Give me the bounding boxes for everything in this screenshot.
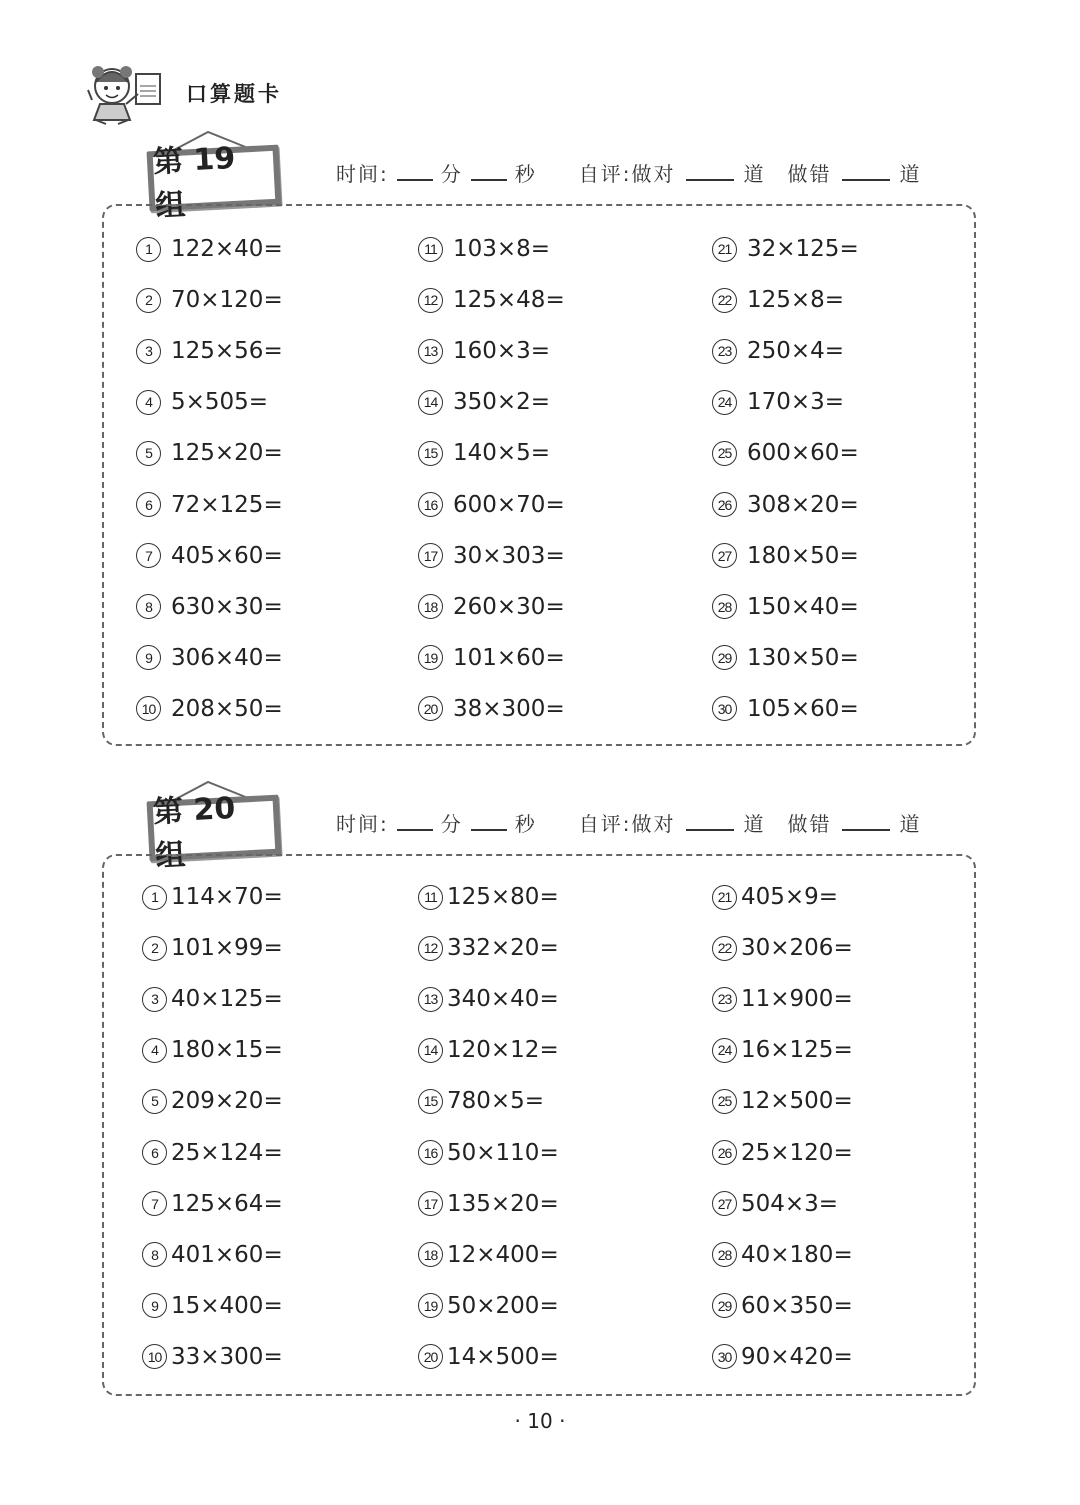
- problem-item: [418, 1037, 559, 1063]
- problem-number: 30: [712, 1344, 737, 1369]
- problem-number: 29: [712, 645, 737, 670]
- problem-number: 25: [712, 441, 737, 466]
- problem-expression: 340×40=: [447, 986, 559, 1013]
- problem-expression: 401×60=: [171, 1241, 283, 1268]
- problem-number: 15: [418, 1089, 443, 1114]
- group-label: 第 19 组: [147, 145, 282, 212]
- problem-item: [418, 696, 565, 722]
- problem-item: [418, 1344, 559, 1370]
- problem-number: 7: [136, 543, 161, 568]
- problem-expression: 11×900=: [741, 986, 853, 1013]
- problem-expression: 630×30=: [171, 593, 283, 620]
- problem-expression: 105×60=: [747, 695, 859, 722]
- problem-expression: 140×5=: [453, 440, 551, 467]
- problem-number: 22: [712, 936, 737, 961]
- problem-expression: 70×120=: [171, 287, 283, 314]
- problem-item: [136, 543, 283, 569]
- problem-expression: 38×300=: [453, 695, 565, 722]
- problem-expression: 14×500=: [447, 1343, 559, 1370]
- problem-number: 22: [712, 288, 737, 313]
- problem-expression: 103×8=: [453, 236, 551, 262]
- problem-number: 16: [418, 1140, 443, 1165]
- problem-expression: 306×40=: [171, 644, 283, 671]
- problem-expression: 209×20=: [171, 1088, 283, 1115]
- problem-item: [712, 236, 859, 262]
- problem-number: 19: [418, 1293, 443, 1318]
- problem-number: 23: [712, 987, 737, 1012]
- problem-number: 4: [136, 390, 161, 415]
- problem-item: [418, 338, 550, 364]
- problem-number: 19: [418, 645, 443, 670]
- problem-number: 21: [712, 885, 737, 910]
- wrong-count-blank[interactable]: [842, 161, 890, 181]
- group-sign: [144, 786, 286, 875]
- problem-expression: 208×50=: [171, 695, 283, 722]
- problem-number: 25: [712, 1089, 737, 1114]
- problem-number: 15: [418, 441, 443, 466]
- page-title: 口算题卡: [186, 82, 282, 106]
- problem-expression: 350×2=: [453, 389, 551, 416]
- problem-expression: 120×12=: [447, 1037, 559, 1064]
- problem-number: 27: [712, 543, 737, 568]
- problem-item: [418, 986, 559, 1012]
- problem-expression: 150×40=: [747, 593, 859, 620]
- problem-item: [712, 986, 853, 1012]
- problem-number: 28: [712, 1242, 737, 1267]
- problem-item: [712, 935, 853, 961]
- wrong-count-blank[interactable]: [842, 811, 890, 831]
- problem-expression: 130×50=: [747, 644, 859, 671]
- problem-expression: 125×56=: [171, 338, 283, 365]
- problem-expression: 160×3=: [453, 338, 551, 365]
- problem-number: 27: [712, 1191, 737, 1216]
- second-blank[interactable]: [471, 811, 507, 831]
- problem-number: 2: [136, 288, 161, 313]
- problem-expression: 33×300=: [171, 1343, 283, 1370]
- problem-item: [142, 1344, 283, 1370]
- problem-number: 8: [136, 594, 161, 619]
- problem-number: 30: [712, 696, 737, 721]
- problem-number: 7: [142, 1191, 167, 1216]
- problem-number: 18: [418, 594, 443, 619]
- problem-number: 16: [418, 492, 443, 517]
- problem-item: [712, 1344, 853, 1370]
- problem-item: [418, 1293, 559, 1319]
- problem-item: [136, 696, 283, 722]
- problem-item: [712, 1191, 838, 1217]
- problem-number: 17: [418, 1191, 443, 1216]
- problem-number: 10: [142, 1344, 167, 1369]
- problem-item: [418, 1242, 559, 1268]
- problem-expression: 125×80=: [447, 884, 559, 910]
- problem-expression: 170×3=: [747, 389, 845, 416]
- problem-number: 5: [142, 1089, 167, 1114]
- problem-item: [418, 645, 565, 671]
- problem-expression: 72×125=: [171, 491, 283, 518]
- problem-item: [136, 338, 283, 364]
- problem-expression: 50×110=: [447, 1139, 559, 1166]
- problem-number: 13: [418, 987, 443, 1012]
- problem-number: 12: [418, 936, 443, 961]
- problem-expression: 405×9=: [741, 884, 839, 910]
- second-blank[interactable]: [471, 161, 507, 181]
- problem-expression: 125×8=: [747, 287, 845, 314]
- problem-item: [136, 236, 283, 262]
- problem-expression: 180×15=: [171, 1037, 283, 1064]
- problem-expression: 12×400=: [447, 1241, 559, 1268]
- problem-item: [712, 1293, 853, 1319]
- problem-item: [142, 986, 283, 1012]
- problem-item: [712, 1088, 853, 1114]
- problem-item: [712, 543, 859, 569]
- problem-item: [712, 645, 859, 671]
- problem-expression: 780×5=: [447, 1088, 545, 1115]
- problem-item: [142, 1242, 283, 1268]
- minute-blank[interactable]: [397, 161, 433, 181]
- problem-number: 13: [418, 339, 443, 364]
- problem-number: 26: [712, 492, 737, 517]
- problem-item: [418, 1140, 559, 1166]
- problem-number: 3: [136, 339, 161, 364]
- problem-expression: 600×60=: [747, 440, 859, 467]
- problem-expression: 332×20=: [447, 935, 559, 962]
- problem-number: 17: [418, 543, 443, 568]
- problem-item: [712, 440, 859, 466]
- problem-expression: 25×124=: [171, 1139, 283, 1166]
- problem-number: 26: [712, 1140, 737, 1165]
- group-sign: [144, 136, 286, 225]
- problem-number: 28: [712, 594, 737, 619]
- problem-item: [418, 1191, 559, 1217]
- problem-number: 2: [142, 936, 167, 961]
- correct-count-blank[interactable]: [686, 811, 734, 831]
- problem-number: 11: [418, 237, 443, 262]
- girl-mascot-icon: [86, 60, 166, 126]
- problem-item: [418, 884, 559, 910]
- problem-item: [142, 1088, 283, 1114]
- problem-number: 6: [142, 1140, 167, 1165]
- problem-expression: 12×500=: [741, 1088, 853, 1115]
- problem-number: 11: [418, 885, 443, 910]
- problem-number: 12: [418, 288, 443, 313]
- problem-item: [142, 1191, 283, 1217]
- problem-number: 9: [142, 1293, 167, 1318]
- problem-item: [418, 492, 565, 518]
- problem-expression: 32×125=: [747, 236, 859, 262]
- problem-expression: 15×400=: [171, 1292, 283, 1319]
- problem-expression: 125×64=: [171, 1190, 283, 1217]
- problem-number: 6: [136, 492, 161, 517]
- problem-expression: 16×125=: [741, 1037, 853, 1064]
- problem-number: 8: [142, 1242, 167, 1267]
- problem-expression: 30×303=: [453, 542, 565, 569]
- problem-item: [418, 236, 550, 262]
- problem-number: 20: [418, 696, 443, 721]
- problem-number: 1: [142, 885, 167, 910]
- problem-number: 9: [136, 645, 161, 670]
- problem-item: [418, 440, 550, 466]
- problem-number: 5: [136, 441, 161, 466]
- problem-item: [712, 1037, 853, 1063]
- problem-expression: 125×20=: [171, 440, 283, 467]
- problem-expression: 40×125=: [171, 986, 283, 1013]
- problem-expression: 114×70=: [171, 884, 283, 910]
- problem-expression: 90×420=: [741, 1343, 853, 1370]
- problem-item: [136, 440, 283, 466]
- problem-number: 4: [142, 1038, 167, 1063]
- group-label: 第 20 组: [147, 795, 282, 862]
- problem-item: [142, 1293, 283, 1319]
- problem-expression: 250×4=: [747, 338, 845, 365]
- problem-item: [142, 1140, 283, 1166]
- problem-number: 1: [136, 237, 161, 262]
- problem-item: [136, 287, 283, 313]
- problem-item: [136, 594, 283, 620]
- problem-expression: 125×48=: [453, 287, 565, 314]
- problem-number: 24: [712, 1038, 737, 1063]
- info-row: 时间: 分 秒 自评:做对 道 做错 道: [336, 162, 922, 186]
- problem-item: [136, 492, 283, 518]
- problem-expression: 135×20=: [447, 1190, 559, 1217]
- problem-item: [712, 696, 859, 722]
- problem-number: 14: [418, 1038, 443, 1063]
- page-number: · 10 ·: [514, 1409, 566, 1433]
- problem-item: [712, 1140, 853, 1166]
- problem-expression: 5×505=: [171, 389, 269, 416]
- correct-count-blank[interactable]: [686, 161, 734, 181]
- problem-item: [136, 389, 268, 415]
- problem-expression: 101×99=: [171, 935, 283, 962]
- problem-item: [712, 1242, 853, 1268]
- problem-item: [142, 1037, 283, 1063]
- problem-expression: 504×3=: [741, 1190, 839, 1217]
- problem-number: 14: [418, 390, 443, 415]
- problem-expression: 60×350=: [741, 1292, 853, 1319]
- problem-item: [142, 935, 283, 961]
- info-row: 时间: 分 秒 自评:做对 道 做错 道: [336, 812, 922, 836]
- problem-item: [712, 389, 844, 415]
- problem-number: 23: [712, 339, 737, 364]
- problem-number: 24: [712, 390, 737, 415]
- problem-item: [136, 645, 283, 671]
- problem-item: [142, 884, 283, 910]
- problem-item: [418, 935, 559, 961]
- problem-expression: 180×50=: [747, 542, 859, 569]
- problem-number: 3: [142, 987, 167, 1012]
- problem-item: [712, 492, 859, 518]
- problem-number: 20: [418, 1344, 443, 1369]
- problem-number: 18: [418, 1242, 443, 1267]
- problem-number: 10: [136, 696, 161, 721]
- problem-item: [418, 543, 565, 569]
- problem-item: [418, 1088, 544, 1114]
- problem-expression: 600×70=: [453, 491, 565, 518]
- problem-item: [712, 338, 844, 364]
- problem-expression: 308×20=: [747, 491, 859, 518]
- problem-expression: 40×180=: [741, 1241, 853, 1268]
- problem-item: [712, 884, 838, 910]
- problem-item: [418, 389, 550, 415]
- problem-number: 21: [712, 237, 737, 262]
- problem-item: [712, 594, 859, 620]
- problem-expression: 260×30=: [453, 593, 565, 620]
- problem-item: [712, 287, 844, 313]
- minute-blank[interactable]: [397, 811, 433, 831]
- problem-expression: 50×200=: [447, 1292, 559, 1319]
- problem-item: [418, 594, 565, 620]
- problem-expression: 25×120=: [741, 1139, 853, 1166]
- problem-number: 29: [712, 1293, 737, 1318]
- problem-expression: 122×40=: [171, 236, 283, 262]
- problem-expression: 30×206=: [741, 935, 853, 962]
- problem-item: [418, 287, 565, 313]
- problem-expression: 101×60=: [453, 644, 565, 671]
- problem-expression: 405×60=: [171, 542, 283, 569]
